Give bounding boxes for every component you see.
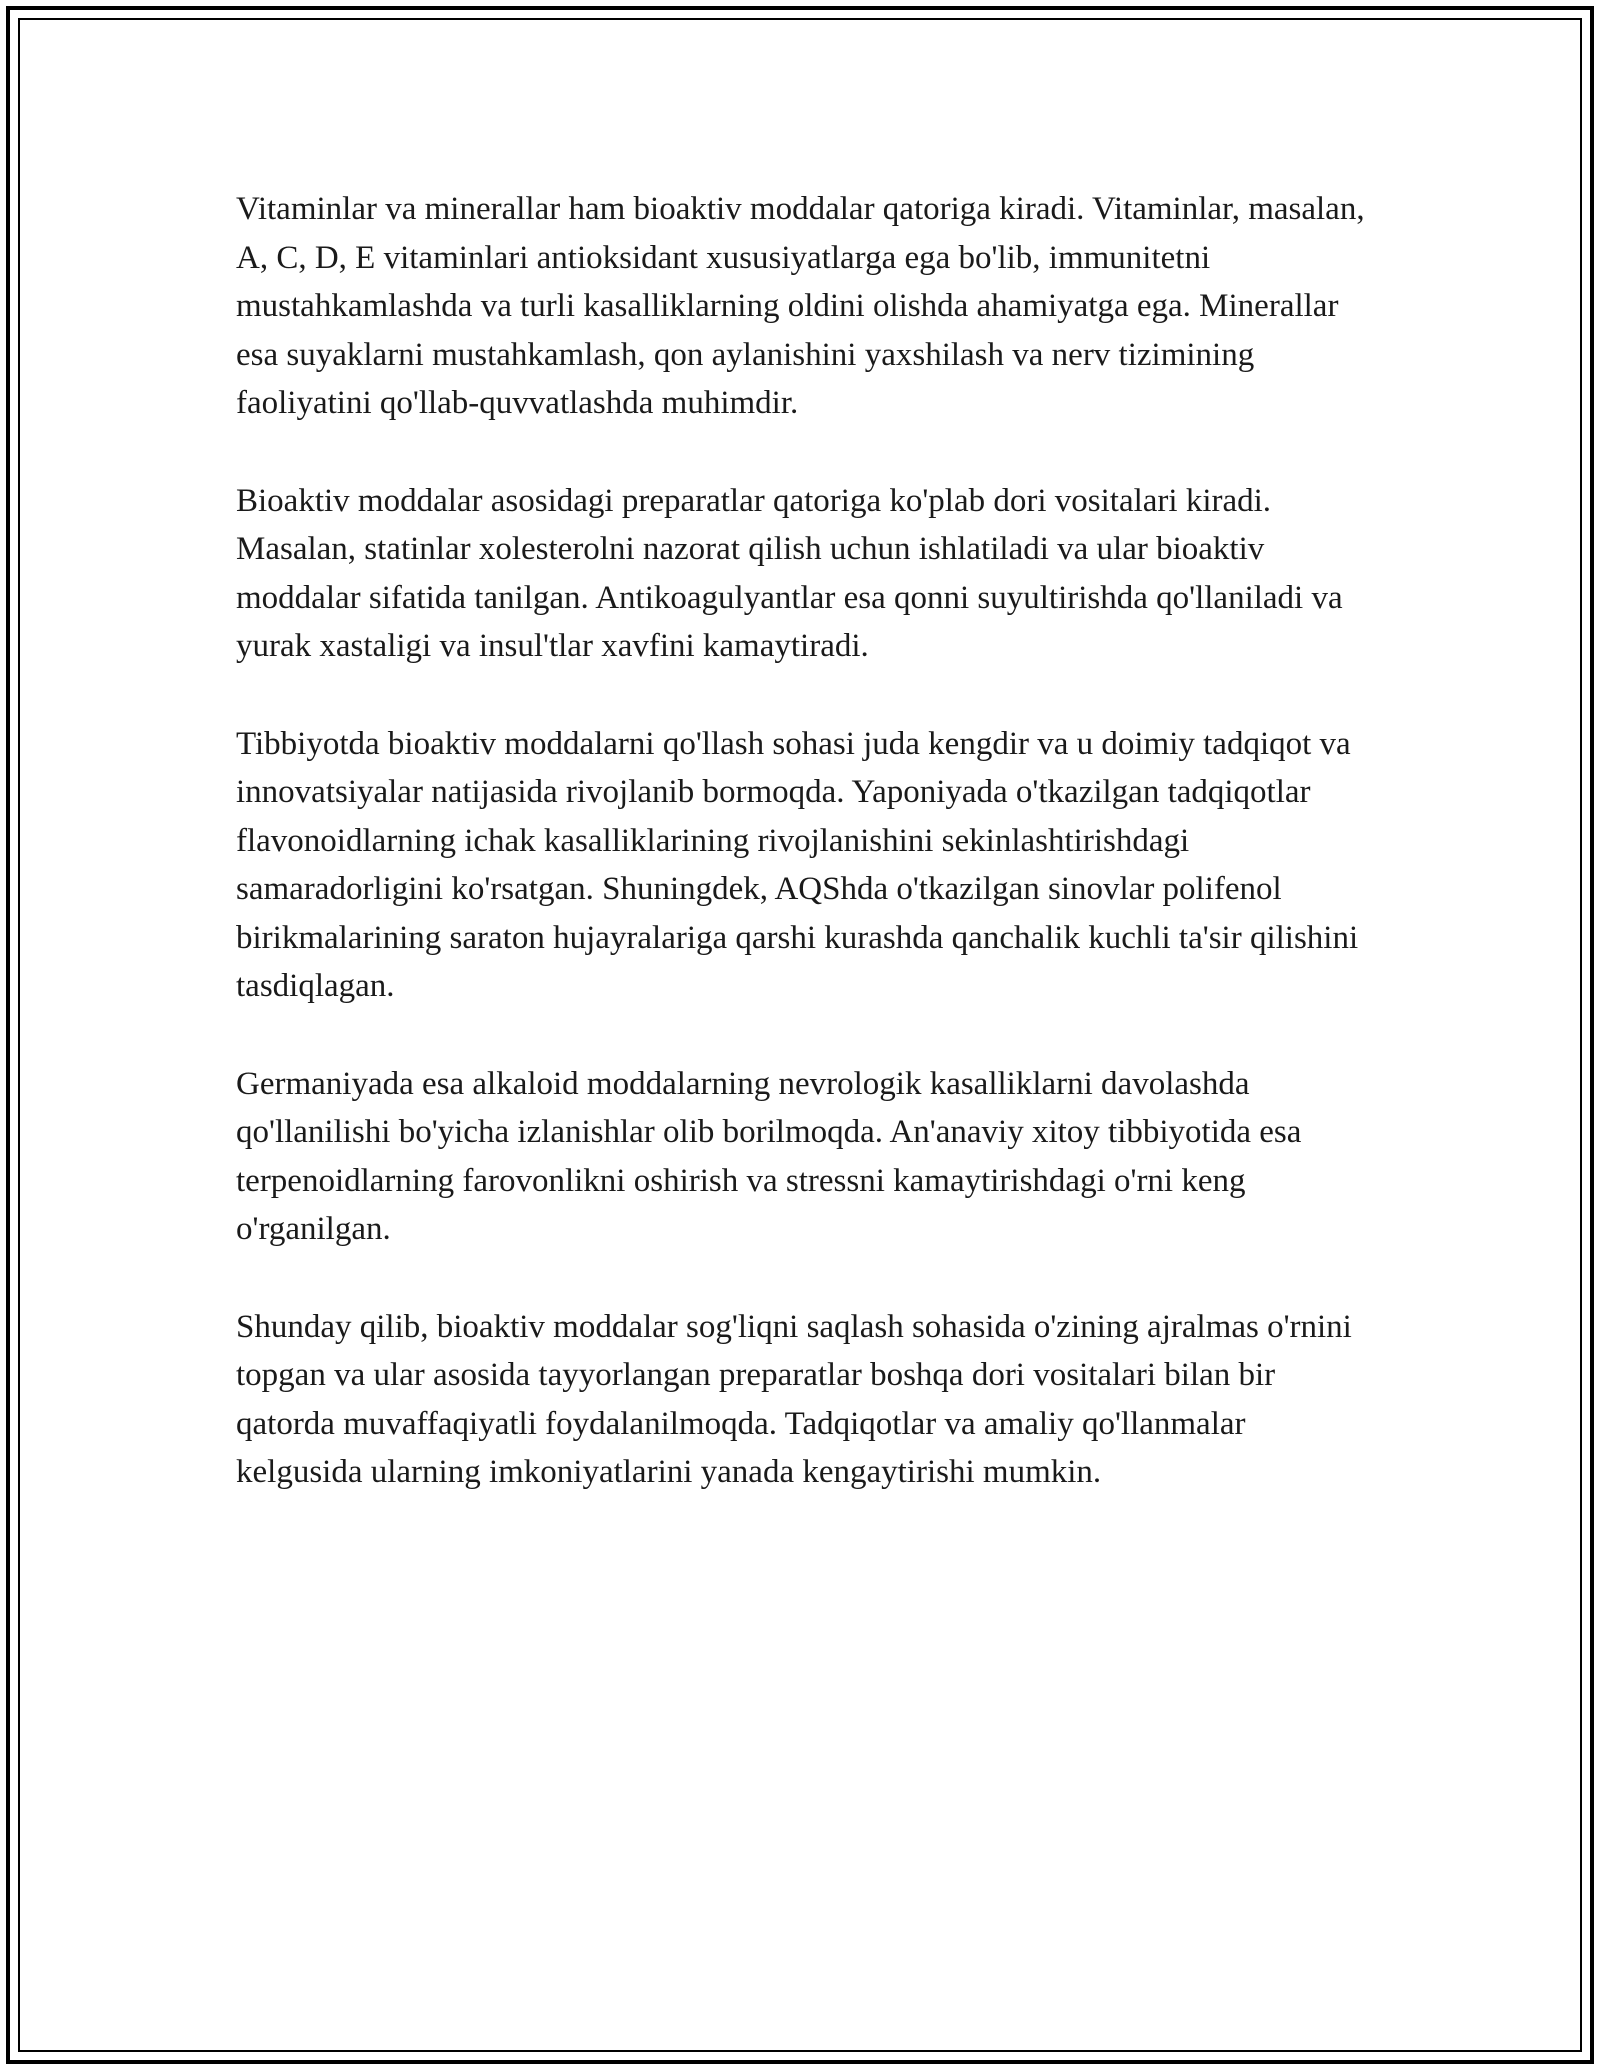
document-body [236, 185, 1376, 1546]
paragraph-preparations: Bioaktiv moddalar asosidagi preparatlar qatoriga ko'plab dori vositalari kiradi. Masalan, statinlar xolesterolni nazorat qilish uchun ishlatiladi va ular bioaktiv moddalar sifatida tanilgan. Antikoagulyantlar esa qonni suyultirishda qo'llaniladi va yurak xastaligi va insul'tlar xavfini kamaytiradi. [236, 482, 1343, 664]
paragraph-germany-china: Germaniyada esa alkaloid moddalarning nevrologik kasalliklarni davolashda qo'llanilishi bo'yicha izlanishlar olib borilmoqda. An'anaviy xitoy tibbiyotida esa terpenoidlarning farovonlikni oshirish va stressni kamaytirishdagi o'rni keng o'rganilgan. [236, 1065, 1302, 1247]
paragraph-medicine-research: Tibbiyotda bioaktiv moddalarni qo'llash sohasi juda kengdir va u doimiy tadqiqot va innovatsiyalar natijasida rivojlanib bormoqda. Yaponiyada o'tkazilgan tadqiqotlar flavonoidlarning ichak kasalliklarining rivojlanishini sekinlashtirishdagi samaradorligini ko'rsatgan. Shuningdek, AQShda o'tkazilgan sinovlar polifenol birikmalarining saraton hujayralariga qarshi kurashda qanchalik kuchli ta'sir qilishini tasdiqlagan. [236, 725, 1359, 1004]
paragraph-conclusion: Shunday qilib, bioaktiv moddalar sog'liqni saqlash sohasida o'zining ajralmas o'rnini topgan va ular asosida tayyorlangan preparatlar boshqa dori vositalari bilan bir qatorda muvaffaqiyatli foydalanilmoqda. Tadqiqotlar va amaliy qo'llanmalar kelgusida ularning imkoniyatlarini yanada kengaytirishi mumkin. [236, 1308, 1352, 1490]
paragraph-vitamins-minerals: Vitaminlar va minerallar ham bioaktiv moddalar qatoriga kiradi. Vitaminlar, masalan, A, C, D, E vitaminlari antioksidant xususiyatlarga ega bo'lib, immunitetni mustahkamlashda va turli kasalliklarning oldini olishda ahamiyatga ega. Minerallar esa suyaklarni mustahkamlash, qon aylanishini yaxshilash va nerv tizimining faoliyatini qo'llab-quvvatlashda muhimdir. [236, 191, 1365, 421]
